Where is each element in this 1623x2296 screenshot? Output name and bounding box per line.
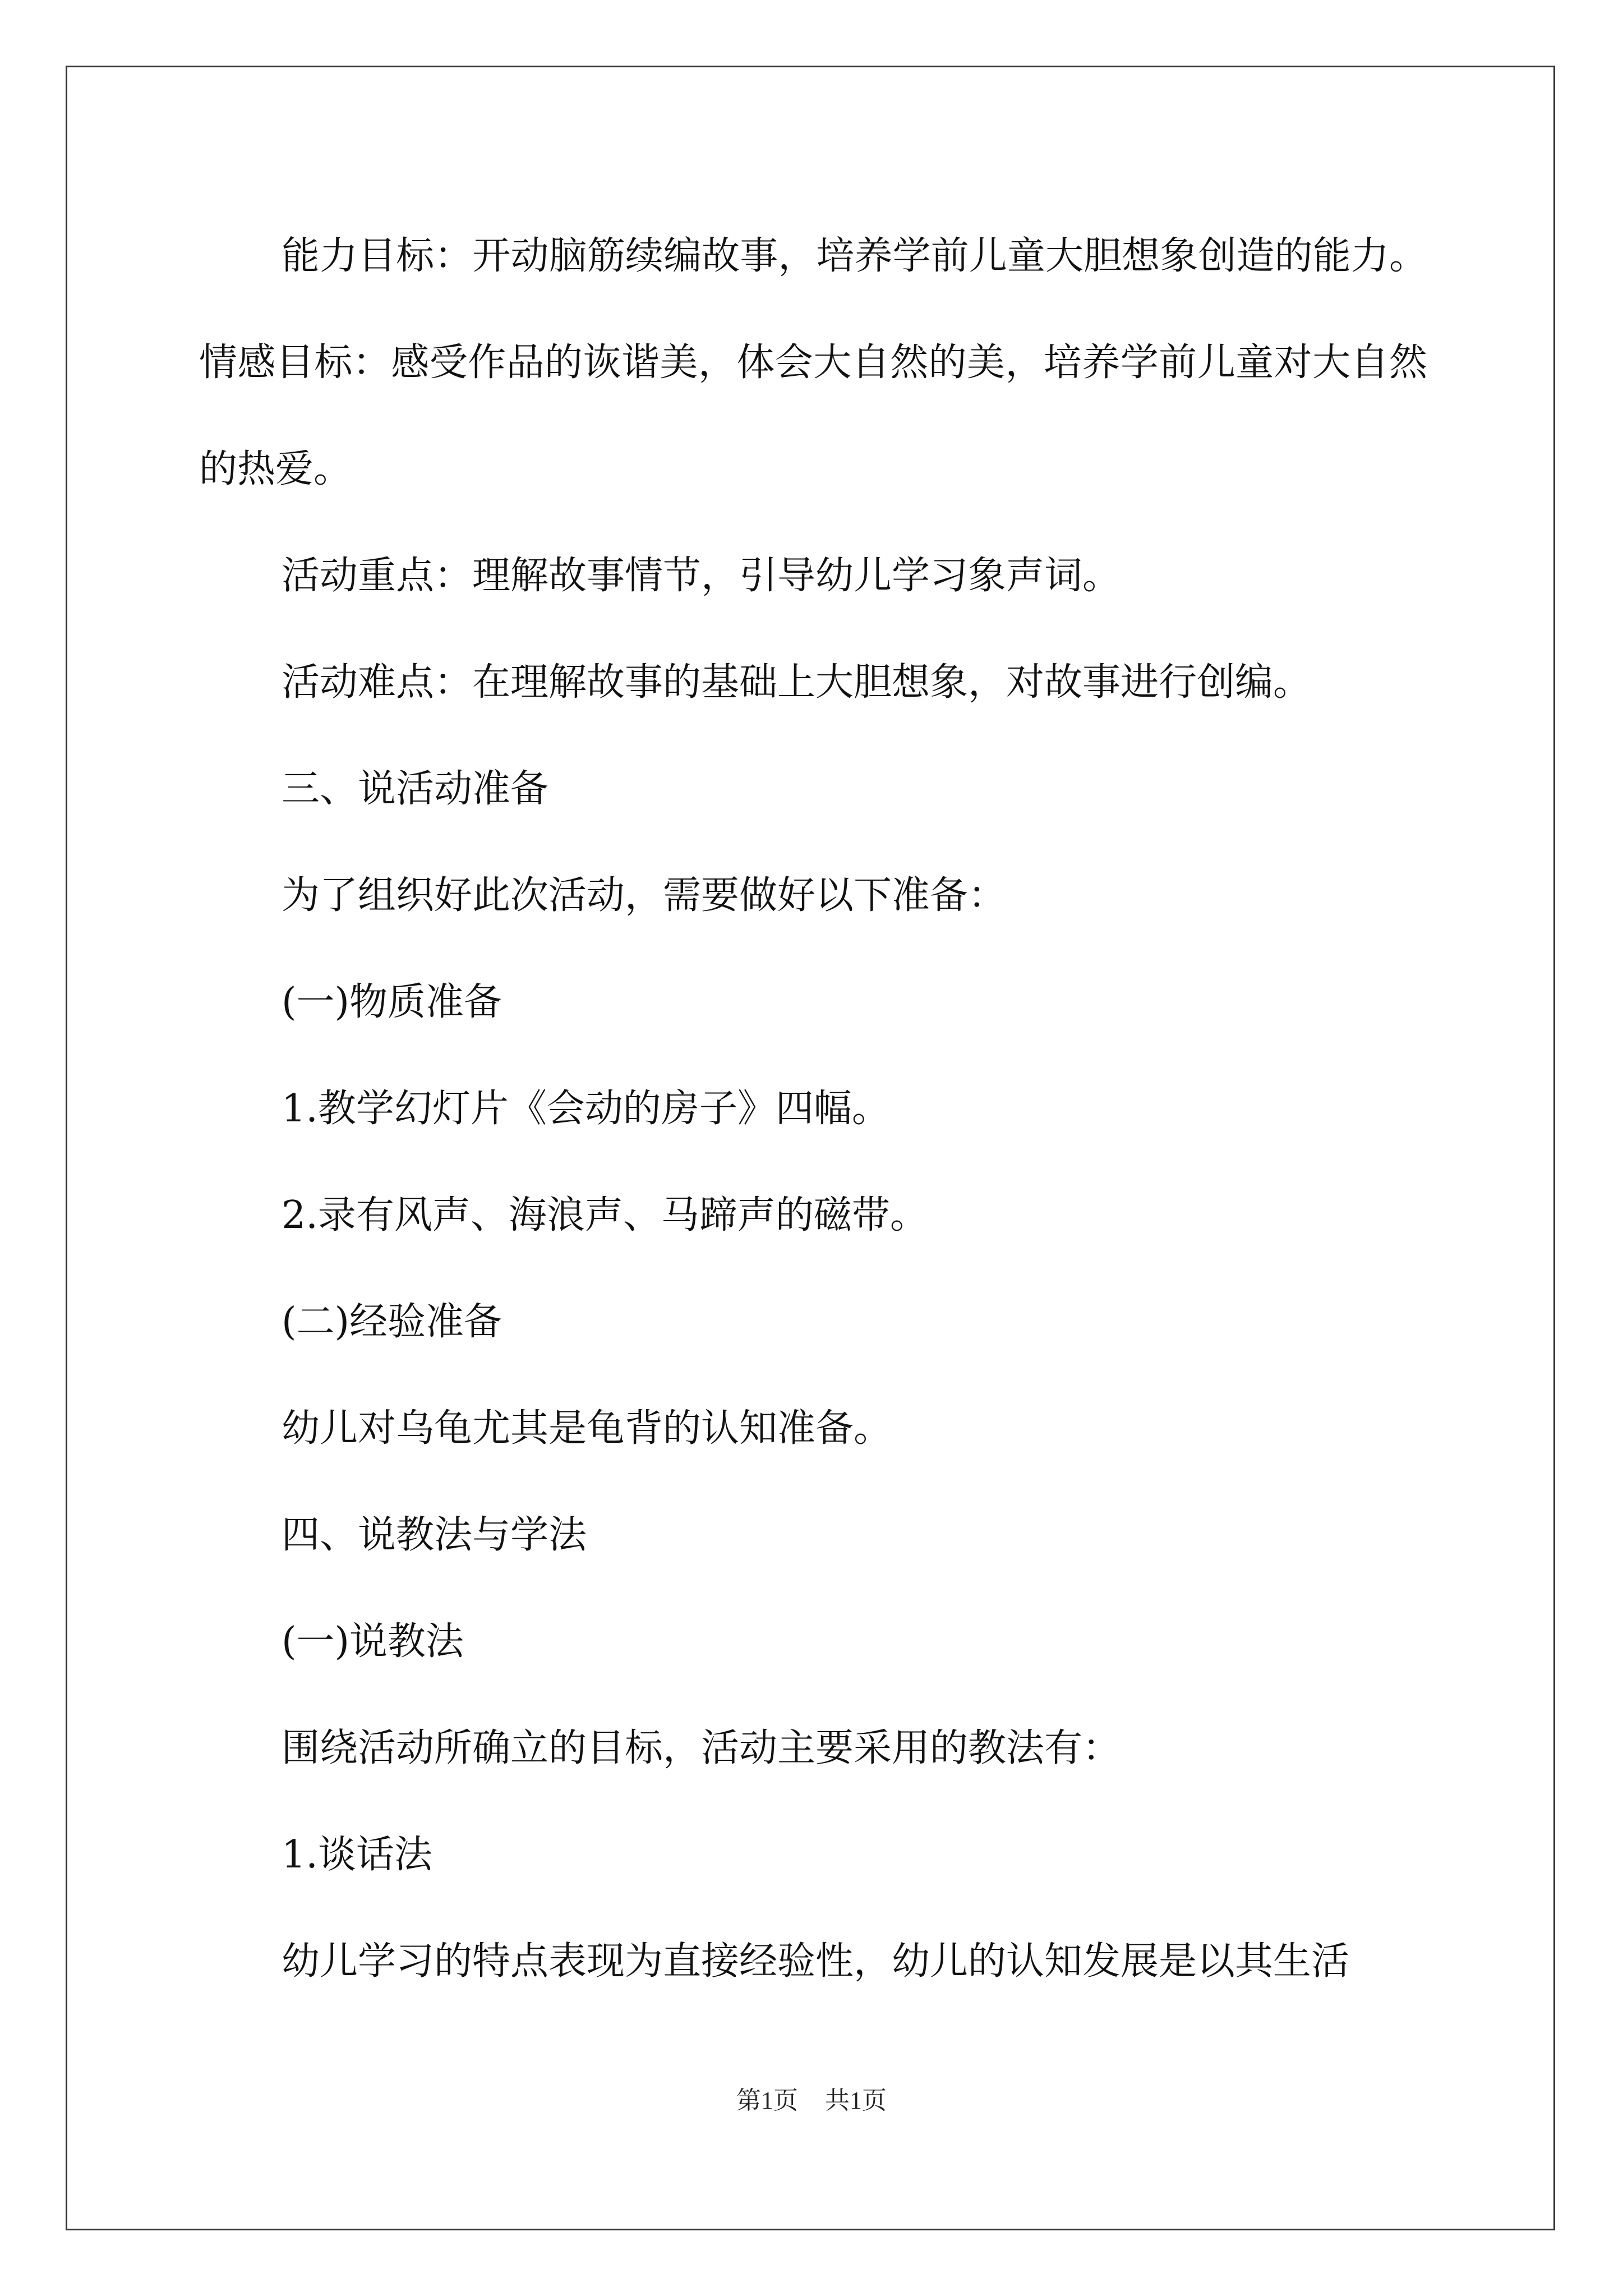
list-item-tape: 2.录有风声、海浪声、马蹄声的磁带。 — [282, 1193, 928, 1237]
paragraph-experience: 幼儿对乌龟尤其是龟背的认知准备。 — [282, 1406, 892, 1451]
paragraph-learning-trait: 幼儿学习的特点表现为直接经验性，幼儿的认知发展是以其生活 — [282, 1939, 1350, 1984]
list-item-conversation: 1.谈话法 — [282, 1833, 432, 1877]
paragraph-difficulty: 活动难点：在理解故事的基础上大胆想象，对故事进行创编。 — [282, 660, 1312, 705]
subheading-teaching-method: (一)说教法 — [282, 1619, 464, 1664]
heading-methods: 四、说教法与学法 — [282, 1513, 587, 1557]
paragraph-preparation-intro: 为了组织好此次活动，需要做好以下准备： — [282, 873, 1007, 918]
paragraph-key-point: 活动重点：理解故事情节，引导幼儿学习象声词。 — [282, 554, 1121, 598]
subheading-material: (一)物质准备 — [282, 980, 502, 1024]
paragraph-methods-intro: 围绕活动所确立的目标，活动主要采用的教法有： — [282, 1726, 1121, 1770]
page-total: 共1页 — [825, 2087, 887, 2114]
list-item-slides: 1.教学幻灯片《会动的房子》四幅。 — [282, 1087, 890, 1131]
document-body — [199, 203, 1427, 2015]
subheading-experience: (二)经验准备 — [282, 1300, 502, 1344]
paragraph-goals: 能力目标：开动脑筋续编故事，培养学前儿童大胆想象创造的能力。 情感目标：感受作品的诙谐美，体会大自然的美，培养学前儿童对大自然的热爱。 — [199, 234, 1427, 491]
page-number: 第1页 — [736, 2087, 798, 2114]
page-footer — [0, 2080, 1623, 2116]
heading-preparation: 三、说活动准备 — [282, 767, 549, 811]
